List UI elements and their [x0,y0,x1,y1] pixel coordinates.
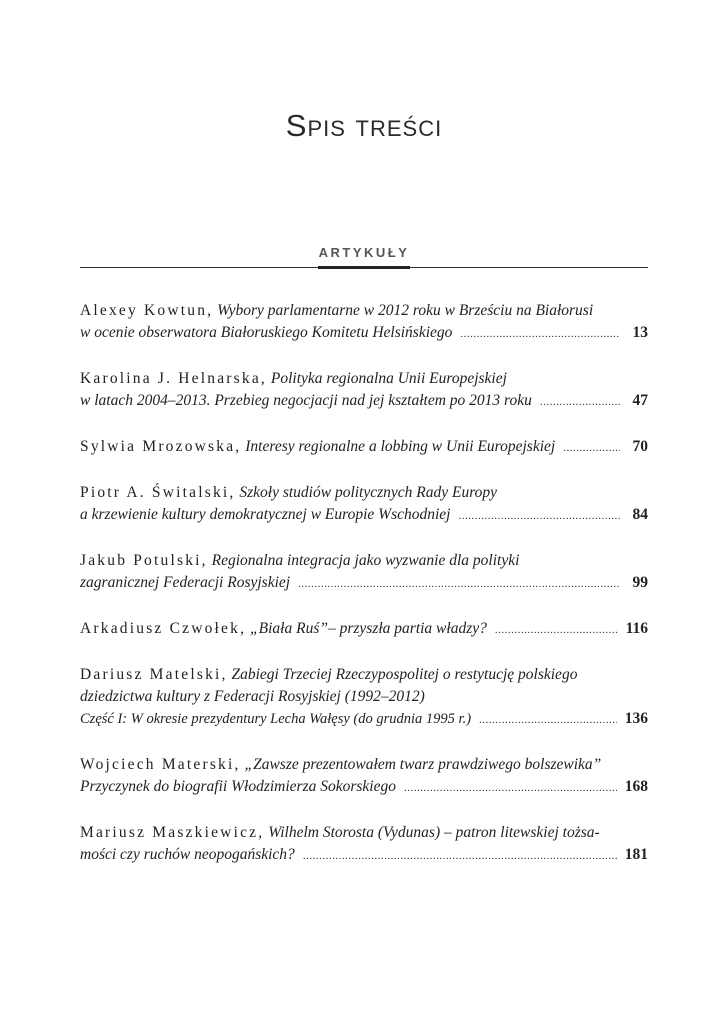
toc-entry[interactable] [80,482,648,527]
section-label: ARTYKUŁY [318,245,410,260]
section-rule-accent [318,266,410,269]
toc-author: Arkadiusz Czwołek, [80,620,247,637]
toc-entry[interactable] [80,368,648,413]
toc-author: Wojciech Materski, [80,756,241,773]
toc-page-number: 136 [624,710,648,727]
toc-page-number: 70 [632,438,648,455]
toc-title-line: Wilhelm Storosta (Vydunas) – patron litewskiej tożsa- [268,824,600,841]
toc-title-line: zagranicznej Federacji Rosyjskiej [80,574,291,591]
toc-entry[interactable] [80,822,648,867]
page-title: Spis treści [285,108,443,143]
toc-entry[interactable] [80,550,648,595]
toc-title-line: Polityka regionalna Unii Europejskiej [270,370,507,387]
toc-page-number: 181 [624,846,648,863]
dot-leader [458,505,620,527]
toc-author: Karolina J. Helnarska, [80,370,267,387]
toc-title-line: mości czy ruchów neopogańskich? [80,846,295,863]
toc-title-line: a krzewienie kultury demokratycznej w Europie Wschodniej [80,506,451,523]
toc-title-line: Wybory parlamentarne w 2012 roku w Brześciu na Białorusi [217,302,594,319]
toc-title-line: Interesy regionalne a lobbing w Unii Europejskiej [245,438,556,455]
toc-author: Sylwia Mrozowska, [80,438,242,455]
toc-entry[interactable] [80,664,648,731]
toc-title-line: „Zawsze prezentowałem twarz prawdziwego bolszewika” [244,756,602,773]
toc-title-line: Zabiegi Trzeciej Rzeczypospolitej o restytucję polskiego [231,666,578,683]
toc-title-line: w latach 2004–2013. Przebieg negocjacji nad jej kształtem po 2013 roku [80,392,532,409]
dot-leader [460,323,620,345]
toc-title-line: Część I: W okresie prezydentury Lecha Wałęsy (do grudnia 1995 r.) [80,711,472,727]
dot-leader [298,573,620,595]
toc-title-line: „Biała Ruś”– przyszła partia władzy? [250,620,487,637]
toc-entry[interactable] [80,754,648,799]
toc-author: Dariusz Matelski, [80,666,228,683]
dot-leader [563,437,620,459]
dot-leader [303,845,617,867]
toc-entry[interactable] [80,436,648,459]
toc-page-number: 116 [625,620,648,637]
toc-entry[interactable] [80,300,648,345]
dot-leader [479,709,617,731]
toc-author: Mariusz Maszkiewicz, [80,824,265,841]
toc-page-number: 13 [632,324,648,341]
toc-title-line: Regionalna integracja jako wyzwanie dla polityki [211,552,520,569]
toc-page-number: 84 [632,506,648,523]
toc-page-number: 99 [632,574,648,591]
dot-leader [540,391,620,413]
toc-title-line: dziedzictwa kultury z Federacji Rosyjskiej (1992–2012) [80,688,425,705]
table-of-contents [80,300,648,863]
dot-leader [495,619,618,641]
toc-page-number: 168 [624,778,648,795]
dot-leader [404,777,617,799]
toc-title-line: Przyczynek do biografii Włodzimierza Sokorskiego [80,778,396,795]
toc-entry[interactable] [80,618,648,641]
toc-author: Alexey Kowtun, [80,302,214,319]
toc-title-line: Szkoły studiów politycznych Rady Europy [239,484,498,501]
toc-author: Piotr A. Świtalski, [80,484,236,501]
section-heading [80,244,648,262]
toc-page-number: 47 [632,392,648,409]
toc-title-line: w ocenie obserwatora Białoruskiego Komitetu Helsińskiego [80,324,453,341]
toc-author: Jakub Potulski, [80,552,208,569]
